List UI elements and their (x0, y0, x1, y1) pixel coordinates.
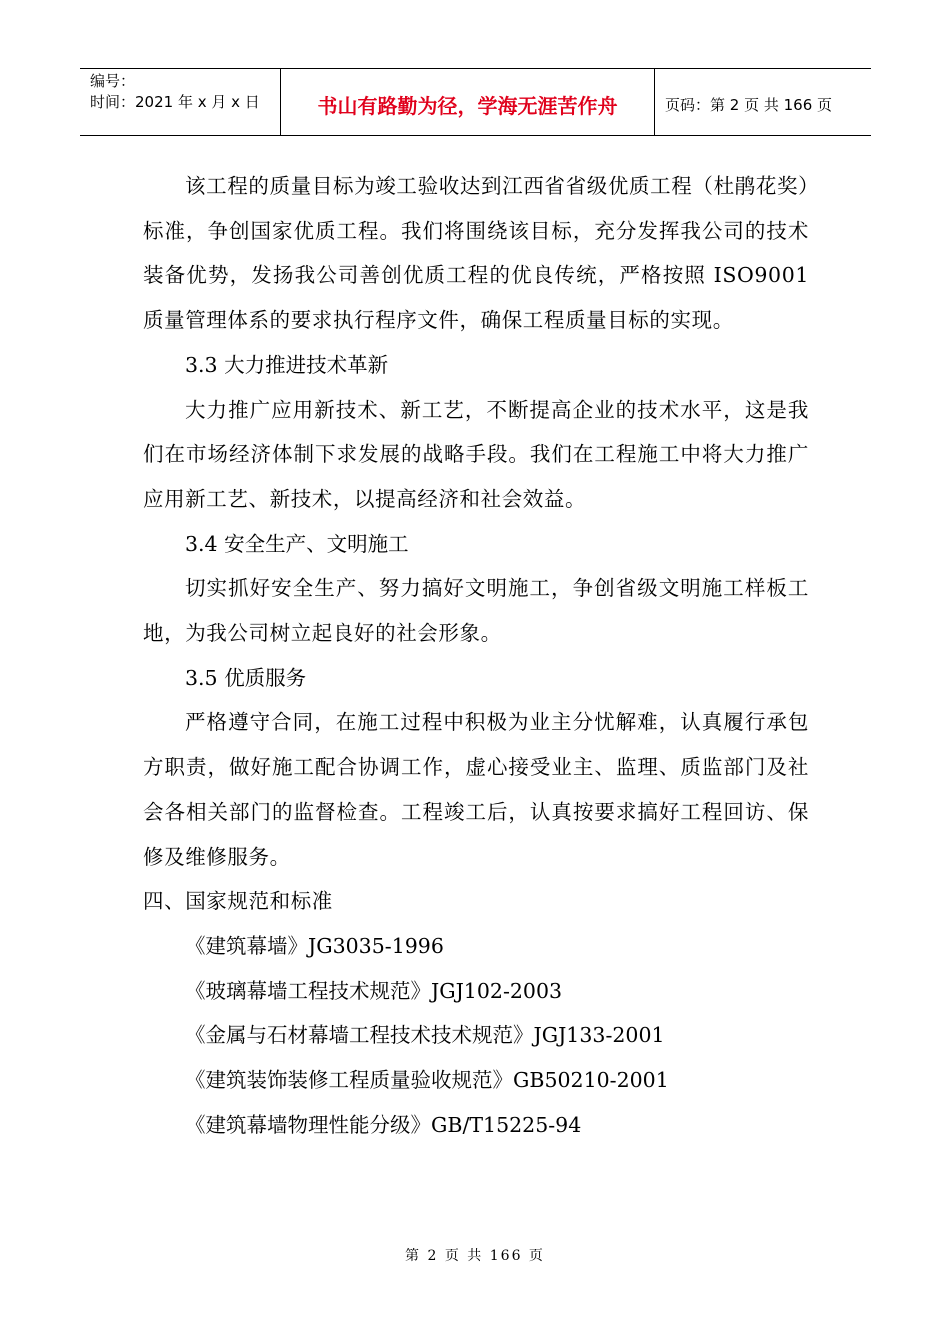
standard-ref: 《金属与石材幕墙工程技术技术规范》JGJ133-2001 (185, 1023, 665, 1048)
heading-3-4: 3.4 安全生产、文明施工 (185, 531, 409, 556)
page-header (80, 68, 871, 136)
page-footer: 第 2 页 共 166 页 (405, 1248, 545, 1264)
header-motto: 书山有路勤为径，学海无涯苦作舟 (281, 69, 655, 135)
paragraph-tech-innovation: 大力推广应用新技术、新工艺，不断提高企业的技术水平，这是我们在市场经济体制下求发展的战略手段。我们在工程施工中将大力推广应用新工艺、新技术，以提高经济和社会效益。 (143, 397, 809, 511)
header-page-info: 页码：第 2 页 共 166 页 (665, 95, 833, 114)
standard-ref: 《建筑装饰装修工程质量验收规范》GB50210-2001 (185, 1068, 669, 1093)
standard-ref: 《玻璃幕墙工程技术规范》JGJ102-2003 (185, 978, 563, 1003)
number-label: 编号： (90, 72, 136, 90)
heading-3-5: 3.5 优质服务 (185, 665, 307, 690)
standard-ref: 《建筑幕墙物理性能分级》GB/T15225-94 (185, 1112, 582, 1137)
heading-3-3: 3.3 大力推进技术革新 (185, 352, 389, 377)
paragraph-service: 严格遵守合同，在施工过程中积极为业主分忧解难，认真履行承包方职责，做好施工配合协调工作，虚心接受业主、监理、质监部门及社会各相关部门的监督检查。工程竣工后，认真按要求搞好工程回访、保修及维修服务。 (143, 710, 809, 869)
standard-ref: 《建筑幕墙》JG3035-1996 (185, 933, 444, 958)
paragraph-quality-goal: 该工程的质量目标为竣工验收达到江西省省级优质工程（杜鹃花奖）标准，争创国家优质工程。我们将围绕该目标，充分发挥我公司的技术装备优势，发扬我公司善创优质工程的优良传统，严格按照 ISO9001 质量管理体系的要求执行程序文件，确保工程质量目标的实现。 (143, 174, 809, 333)
section-4-title: 四、国家规范和标准 (143, 889, 333, 914)
paragraph-safety: 切实抓好安全生产、努力搞好文明施工，争创省级文明施工样板工地，为我公司树立起良好的社会形象。 (143, 576, 809, 646)
document-body (143, 164, 809, 1147)
header-meta (80, 69, 281, 135)
time-label: 时间：2021 年 x 月 x 日 (90, 93, 260, 111)
